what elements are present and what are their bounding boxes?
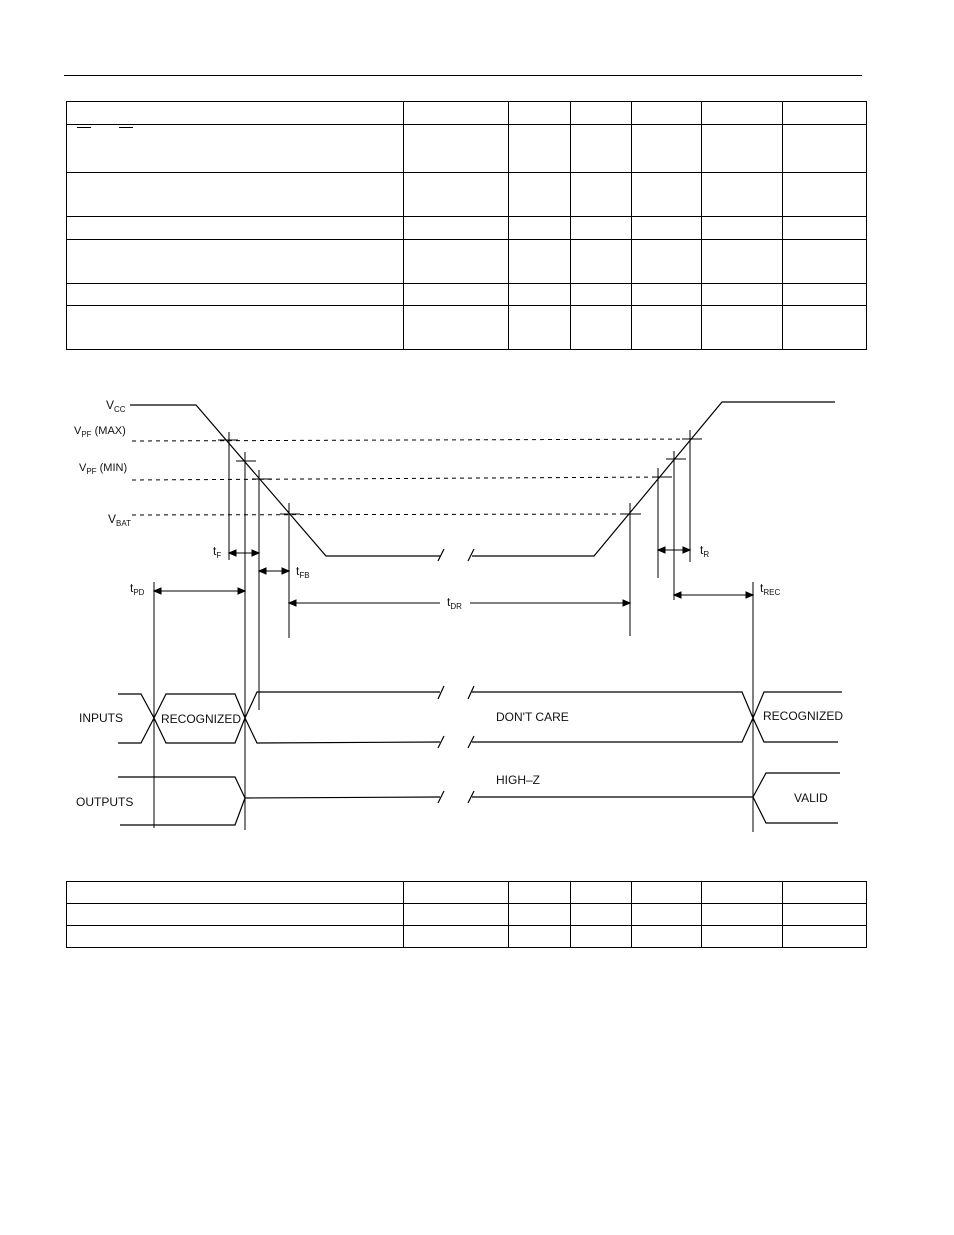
header-rule xyxy=(64,75,862,76)
trec-label: $t_{REC}$ xyxy=(760,581,781,597)
table-row xyxy=(67,882,867,904)
valid-label: VALID xyxy=(794,791,828,805)
table-row xyxy=(67,240,867,284)
overline-mark xyxy=(77,127,91,128)
vpf-max-threshold-line xyxy=(132,439,700,441)
vcc-waveform-right xyxy=(472,402,835,556)
inputs-label: INPUTS xyxy=(79,711,124,725)
vcc-label: $V_{CC}$ xyxy=(106,398,126,414)
table-row xyxy=(67,102,867,125)
overline-mark xyxy=(119,127,133,128)
outputs-bus-left xyxy=(118,777,245,825)
recognized-left-label: RECOGNIZED xyxy=(161,712,242,726)
capacitance-table xyxy=(66,881,867,948)
table-row xyxy=(67,926,867,948)
high-z-label: HIGH–Z xyxy=(496,773,541,787)
vpf-min-threshold-line xyxy=(132,477,664,480)
table-row xyxy=(67,904,867,926)
vpf-min-label: $V_{PF}$ (MIN) xyxy=(79,462,128,476)
table-row xyxy=(67,217,867,240)
table-row xyxy=(67,306,867,350)
tr-label: $t_R$ xyxy=(700,543,710,559)
outputs-bus-high-z xyxy=(245,797,753,798)
table-row xyxy=(67,173,867,217)
vbat-label: $V_{BAT}$ xyxy=(108,512,131,528)
table-row xyxy=(67,284,867,306)
tf-label: $t_F$ xyxy=(213,544,222,560)
break-mark xyxy=(438,549,444,561)
recognized-right-label: RECOGNIZED xyxy=(763,709,844,723)
inputs-bus-left-edge xyxy=(118,694,154,743)
tpd-label: $t_{PD}$ xyxy=(130,581,145,597)
tfb-label: $t_{FB}$ xyxy=(296,564,310,580)
vcc-waveform xyxy=(130,405,440,556)
power-down-up-timing-diagram xyxy=(0,380,954,850)
dont-care-label: DON'T CARE xyxy=(496,710,569,724)
tdr-label: $t_{DR}$ xyxy=(447,595,462,611)
vbat-threshold-line xyxy=(132,514,640,515)
table-row xyxy=(67,125,867,173)
electrical-characteristics-table xyxy=(66,101,867,350)
break-mark xyxy=(468,549,474,561)
outputs-label: OUTPUTS xyxy=(76,795,134,809)
vpf-max-label: $V_{PF}$ (MAX) xyxy=(74,425,126,439)
